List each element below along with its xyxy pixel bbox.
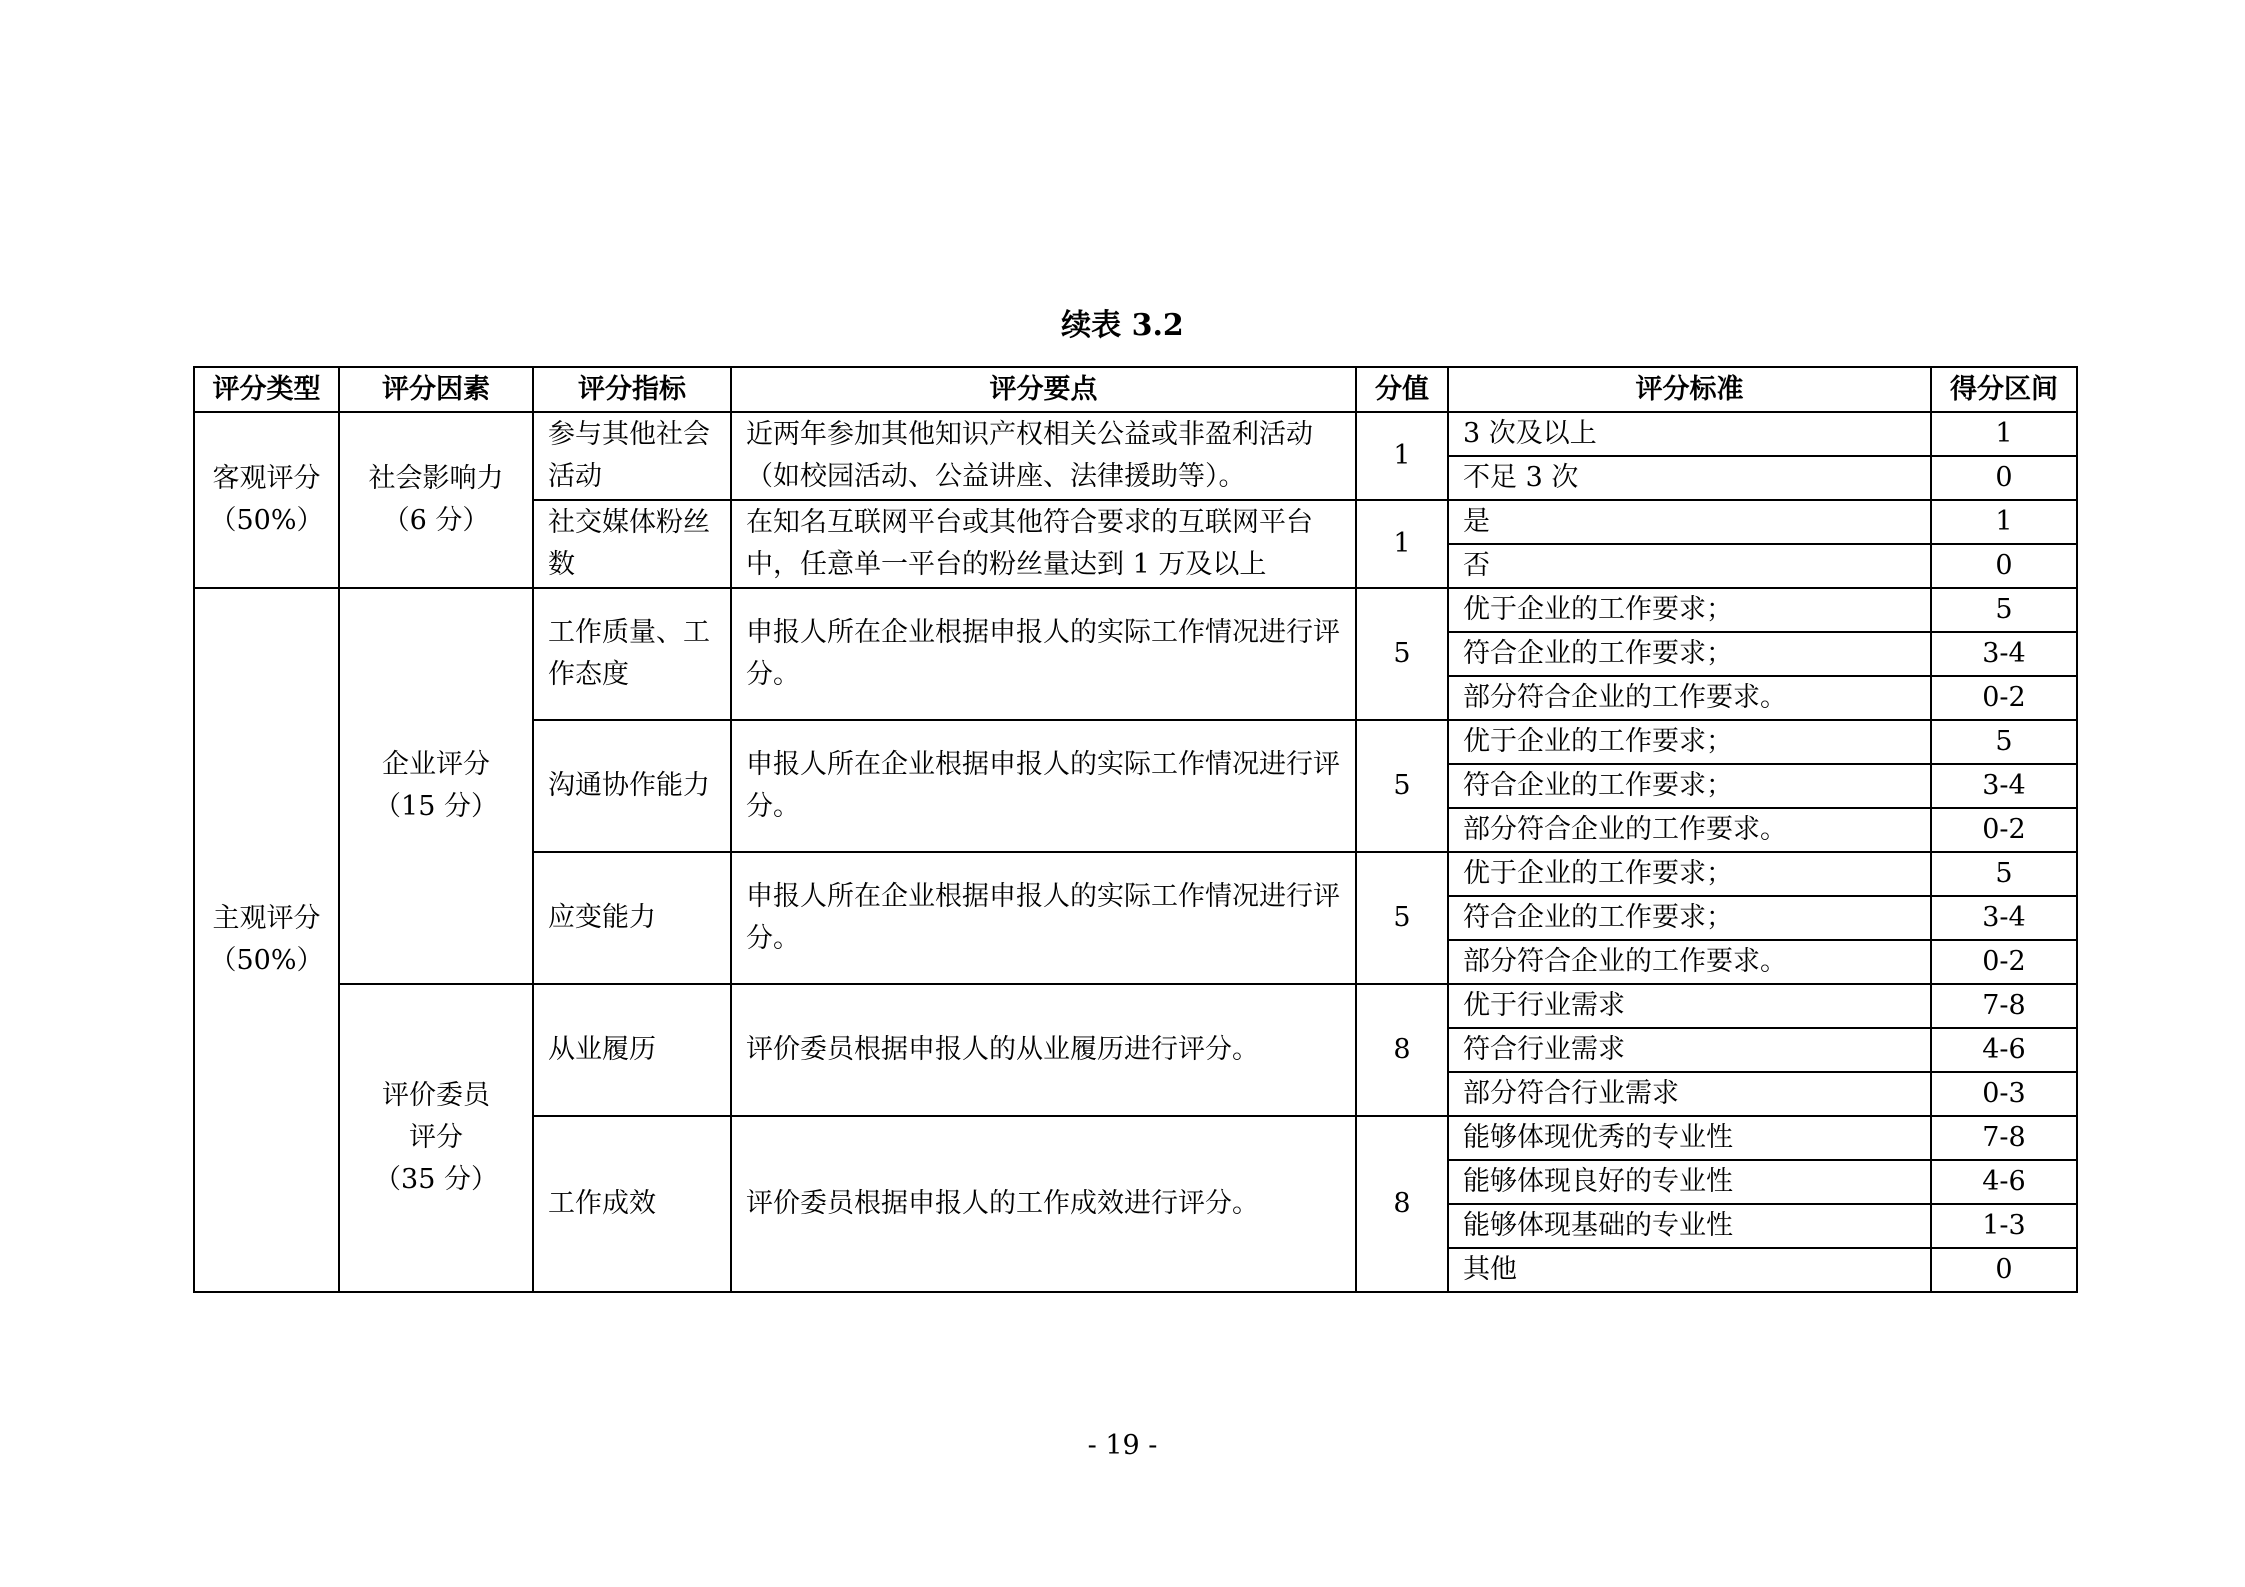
value-cell: 8 <box>1356 1116 1448 1292</box>
range-cell: 5 <box>1931 852 2077 896</box>
table-row <box>194 412 2077 456</box>
indicator-cell: 沟通协作能力 <box>533 720 731 852</box>
points-cell: 评价委员根据申报人的工作成效进行评分。 <box>731 1116 1356 1292</box>
range-cell: 0-2 <box>1931 940 2077 984</box>
standard-cell: 能够体现良好的专业性 <box>1448 1160 1931 1204</box>
factor-committee-cell <box>339 984 533 1292</box>
standard-cell: 优于企业的工作要求； <box>1448 588 1931 632</box>
factor-enterprise-cell <box>339 588 533 984</box>
range-cell: 0 <box>1931 544 2077 588</box>
header-points: 评分要点 <box>731 367 1356 412</box>
standard-cell: 部分符合企业的工作要求。 <box>1448 808 1931 852</box>
range-cell: 0-3 <box>1931 1072 2077 1116</box>
range-cell: 3-4 <box>1931 764 2077 808</box>
standard-cell: 3 次及以上 <box>1448 412 1931 456</box>
standard-cell: 能够体现基础的专业性 <box>1448 1204 1931 1248</box>
factor-social-score: （6 分） <box>382 505 490 536</box>
table-caption: 续表 3.2 <box>1061 308 1184 343</box>
type-objective-cell <box>194 412 339 588</box>
range-cell: 3-4 <box>1931 632 2077 676</box>
range-cell: 1 <box>1931 412 2077 456</box>
points-cell: 申报人所在企业根据申报人的实际工作情况进行评分。 <box>731 852 1356 984</box>
points-cell: 近两年参加其他知识产权相关公益或非盈利活动（如校园活动、公益讲座、法律援助等）。 <box>731 412 1356 500</box>
type-subjective-weight: （50%） <box>209 945 324 976</box>
standard-cell: 符合行业需求 <box>1448 1028 1931 1072</box>
scoring-table <box>193 366 2078 1293</box>
indicator-cell: 从业履历 <box>533 984 731 1116</box>
points-cell: 评价委员根据申报人的从业履历进行评分。 <box>731 984 1356 1116</box>
range-cell: 1 <box>1931 500 2077 544</box>
factor-enterprise-label: 企业评分 <box>382 749 490 780</box>
standard-cell: 优于行业需求 <box>1448 984 1931 1028</box>
range-cell: 0-2 <box>1931 676 2077 720</box>
value-cell: 5 <box>1356 720 1448 852</box>
range-cell: 7-8 <box>1931 984 2077 1028</box>
standard-cell: 是 <box>1448 500 1931 544</box>
range-cell: 0 <box>1931 456 2077 500</box>
range-cell: 0-2 <box>1931 808 2077 852</box>
standard-cell: 部分符合企业的工作要求。 <box>1448 940 1931 984</box>
indicator-cell: 应变能力 <box>533 852 731 984</box>
header-row <box>194 367 2077 412</box>
range-cell: 0 <box>1931 1248 2077 1292</box>
type-subjective-label: 主观评分 <box>212 903 321 934</box>
value-cell: 5 <box>1356 588 1448 720</box>
indicator-cell: 社交媒体粉丝数 <box>533 500 731 588</box>
standard-cell: 否 <box>1448 544 1931 588</box>
header-range: 得分区间 <box>1931 367 2077 412</box>
standard-cell: 符合企业的工作要求； <box>1448 632 1931 676</box>
range-cell: 4-6 <box>1931 1160 2077 1204</box>
standard-cell: 符合企业的工作要求； <box>1448 896 1931 940</box>
standard-cell: 部分符合行业需求 <box>1448 1072 1931 1116</box>
standard-cell: 部分符合企业的工作要求。 <box>1448 676 1931 720</box>
header-standard: 评分标准 <box>1448 367 1931 412</box>
type-objective-label: 客观评分 <box>212 463 321 494</box>
type-objective-weight: （50%） <box>209 505 324 536</box>
header-factor: 评分因素 <box>339 367 533 412</box>
value-cell: 1 <box>1356 412 1448 500</box>
range-cell: 1-3 <box>1931 1204 2077 1248</box>
factor-committee-label: 评价委员 <box>382 1080 490 1111</box>
points-cell: 申报人所在企业根据申报人的实际工作情况进行评分。 <box>731 720 1356 852</box>
factor-social-cell <box>339 412 533 588</box>
indicator-cell: 工作质量、工作态度 <box>533 588 731 720</box>
header-value: 分值 <box>1356 367 1448 412</box>
range-cell: 7-8 <box>1931 1116 2077 1160</box>
factor-enterprise-score: （15 分） <box>374 791 498 822</box>
standard-cell: 优于企业的工作要求； <box>1448 720 1931 764</box>
standard-cell: 不足 3 次 <box>1448 456 1931 500</box>
header-indicator: 评分指标 <box>533 367 731 412</box>
indicator-cell: 参与其他社会活动 <box>533 412 731 500</box>
factor-social-label: 社会影响力 <box>368 463 504 494</box>
type-subjective-cell <box>194 588 339 1292</box>
indicator-cell: 工作成效 <box>533 1116 731 1292</box>
table-row <box>194 984 2077 1028</box>
standard-cell: 其他 <box>1448 1248 1931 1292</box>
standard-cell: 能够体现优秀的专业性 <box>1448 1116 1931 1160</box>
standard-cell: 优于企业的工作要求； <box>1448 852 1931 896</box>
factor-committee-score: （35 分） <box>374 1164 498 1195</box>
range-cell: 5 <box>1931 720 2077 764</box>
range-cell: 4-6 <box>1931 1028 2077 1072</box>
value-cell: 1 <box>1356 500 1448 588</box>
factor-committee-label-2: 评分 <box>409 1122 463 1153</box>
range-cell: 3-4 <box>1931 896 2077 940</box>
header-type: 评分类型 <box>194 367 339 412</box>
value-cell: 8 <box>1356 984 1448 1116</box>
table-row <box>194 588 2077 632</box>
points-cell: 申报人所在企业根据申报人的实际工作情况进行评分。 <box>731 588 1356 720</box>
page-number: - 19 - <box>1087 1430 1158 1461</box>
standard-cell: 符合企业的工作要求； <box>1448 764 1931 808</box>
points-cell: 在知名互联网平台或其他符合要求的互联网平台中，任意单一平台的粉丝量达到 1 万及以上 <box>731 500 1356 588</box>
value-cell: 5 <box>1356 852 1448 984</box>
range-cell: 5 <box>1931 588 2077 632</box>
